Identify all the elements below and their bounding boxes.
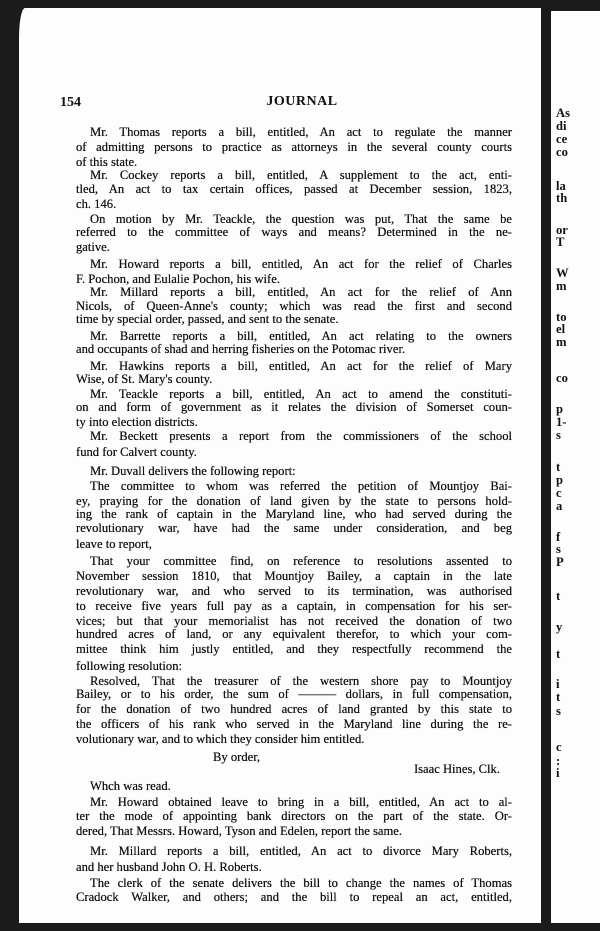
- text-line: vices; but that your memorialist has not received the donation of two: [76, 614, 512, 628]
- text-line: Cradock Walker, and others; and the bill to repeal an act, entitled,: [76, 890, 512, 904]
- facing-page-fragment: p: [556, 473, 564, 487]
- text-line: leave to report,: [76, 537, 152, 551]
- page-number: 154: [60, 95, 81, 110]
- facing-page-fragment: la: [556, 179, 566, 193]
- signature-by-order: By order,: [213, 750, 261, 764]
- text-line: Mr. Millard reports a bill, entitled, An act for the relief of Ann: [90, 285, 512, 299]
- facing-page-fragment: ce: [556, 132, 568, 146]
- text-line: tled, An act to tax certain offices, passed at December session, 1823,: [76, 182, 512, 196]
- text-line: The clerk of the senate delivers the bill to change the names of Thomas: [90, 876, 512, 890]
- facing-page-fragment: s: [556, 704, 561, 718]
- facing-page-fragment: i: [556, 677, 560, 691]
- facing-page-fragment: el: [556, 322, 566, 336]
- facing-page-fragment: or: [556, 223, 568, 237]
- facing-page-fragment: P: [556, 555, 564, 569]
- facing-page-fragment: y: [556, 620, 563, 634]
- facing-page-fragment: :: [556, 754, 561, 768]
- text-line: and her husband John O. H. Roberts.: [76, 860, 262, 874]
- facing-page-fragment: co: [556, 145, 568, 159]
- text-line: Mr. Cockey reports a bill, entitled, A supplement to the act, enti-: [90, 168, 512, 182]
- text-line: Mr. Teackle reports a bill, entitled, An act to amend the constituti-: [90, 387, 512, 401]
- facing-page-fragment: m: [556, 335, 567, 349]
- facing-page-fragment: As: [556, 106, 570, 120]
- facing-page-fragment: c: [556, 486, 562, 500]
- facing-page-fragment: t: [556, 690, 561, 704]
- facing-page-fragment: p: [556, 402, 564, 416]
- text-line: for the donation of two hundred acres of land granted by this state to: [76, 702, 512, 716]
- text-line: gative.: [76, 240, 110, 254]
- facing-page-fragment: s: [556, 542, 561, 556]
- text-line: mittee think him justly entitled, and they respectfully recommend the: [76, 642, 512, 656]
- text-line: Mr. Howard reports a bill, entitled, An act for the relief of Charles: [90, 257, 512, 271]
- text-line: Mr. Millard reports a bill, entitled, An act to divorce Mary Roberts,: [90, 844, 512, 858]
- facing-page-fragment: th: [556, 191, 568, 205]
- facing-page-fragment: t: [556, 460, 561, 474]
- text-line: Nicols, of Queen-Anne's county; which was read the first and second: [76, 299, 512, 313]
- facing-page-fragment: t: [556, 647, 561, 661]
- running-title: [0, 94, 600, 110]
- text-line: dered, That Messrs. Howard, Tyson and Edelen, report the same.: [76, 824, 403, 838]
- text-line: and occupants of shad and herring fisheries on the Potomac river.: [76, 342, 406, 356]
- facing-page-fragment: t: [556, 589, 561, 603]
- text-line: Mr. Thomas reports a bill, entitled, An act to regulate the manner: [90, 125, 512, 139]
- text-line: Mr. Beckett presents a report from the commissioners of the school: [90, 429, 512, 443]
- facing-page-fragment: T: [556, 235, 565, 249]
- facing-page-fragment: c: [556, 740, 562, 754]
- facing-page-fragment: f: [556, 530, 561, 544]
- text-line: Resolved, That the treasurer of the western shore pay to Mountjoy: [90, 674, 512, 688]
- text-line: on and form of government as it relates the division of Somerset coun-: [76, 400, 512, 414]
- text-line: ty into election districts.: [76, 415, 198, 429]
- page-title: JOURNAL: [266, 94, 338, 109]
- text-line: following resolution:: [76, 659, 182, 673]
- text-line: Mr. Hawkins reports a bill, entitled, An act for the relief of Mary: [90, 359, 512, 373]
- text-line: Bailey, or to his order, the sum of ——— dollars, in full compensation,: [76, 687, 512, 701]
- text-line: Wise, of St. Mary's county.: [76, 372, 213, 386]
- text-line: hundred acres of land, or any equivalent therefor, to which your com-: [76, 627, 512, 641]
- text-line: revolutionary war, have had the same under consideration, and beg: [76, 521, 512, 535]
- text-line: of this state.: [76, 155, 138, 169]
- text-line: the officers of his rank who served in the Maryland line during the re-: [76, 717, 512, 731]
- facing-page-fragment: di: [556, 119, 567, 133]
- text-line: revolutionary war, and who served to its termination, was authorised: [76, 584, 512, 598]
- facing-page-fragment: a: [556, 499, 563, 513]
- text-line: ey, praying for the donation of land given by the state to persons hold-: [76, 494, 512, 508]
- text-line: referred to the committee of ways and means? Determined in the ne-: [76, 225, 512, 239]
- facing-page-fragment: to: [556, 310, 567, 324]
- facing-page-fragment: W: [556, 266, 569, 280]
- text-line: ter the mode of appointing bank directors on the part of the state. Or-: [76, 809, 512, 823]
- signature-clerk: Isaac Hines, Clk.: [413, 762, 500, 776]
- text-line: Mr. Barrette reports a bill, entitled, An act relating to the owners: [90, 329, 512, 343]
- text-line: On motion by Mr. Teackle, the question was put, That the same be: [90, 212, 512, 226]
- text-line: November session 1810, that Mountjoy Bailey, a captain in the late: [76, 569, 512, 583]
- text-line: to receive five years full pay as a captain, in compensation for his ser-: [76, 599, 512, 613]
- text-line: Mr. Howard obtained leave to bring in a bill, entitled, An act to al-: [90, 795, 512, 809]
- text-line: time by special order, passed, and sent to the senate.: [76, 312, 339, 326]
- text-line: Whch was read.: [90, 779, 171, 793]
- text-line: F. Pochon, and Eulalie Pochon, his wife.: [76, 272, 280, 286]
- text-line: ch. 146.: [76, 197, 117, 211]
- facing-page-fragment: 1-: [556, 415, 567, 429]
- text-line: The committee to whom was referred the petition of Mountjoy Bai-: [90, 479, 512, 493]
- text-line: of admitting persons to practice as attorneys in the several county courts: [76, 140, 512, 154]
- facing-page-fragment: co: [556, 371, 568, 385]
- text-line: Mr. Duvall delivers the following report:: [90, 464, 296, 478]
- text-line: That your committee find, on reference to resolutions assented to: [90, 554, 512, 568]
- facing-page-fragment: i: [556, 766, 560, 780]
- facing-page-fragment: m: [556, 279, 567, 293]
- text-line: ing the rank of captain in the Maryland line, who had served during the: [76, 507, 512, 521]
- facing-page-fragment: s: [556, 428, 561, 442]
- text-line: volutionary war, and to which they consider him entitled.: [76, 732, 365, 746]
- text-line: fund for Calvert county.: [76, 445, 197, 459]
